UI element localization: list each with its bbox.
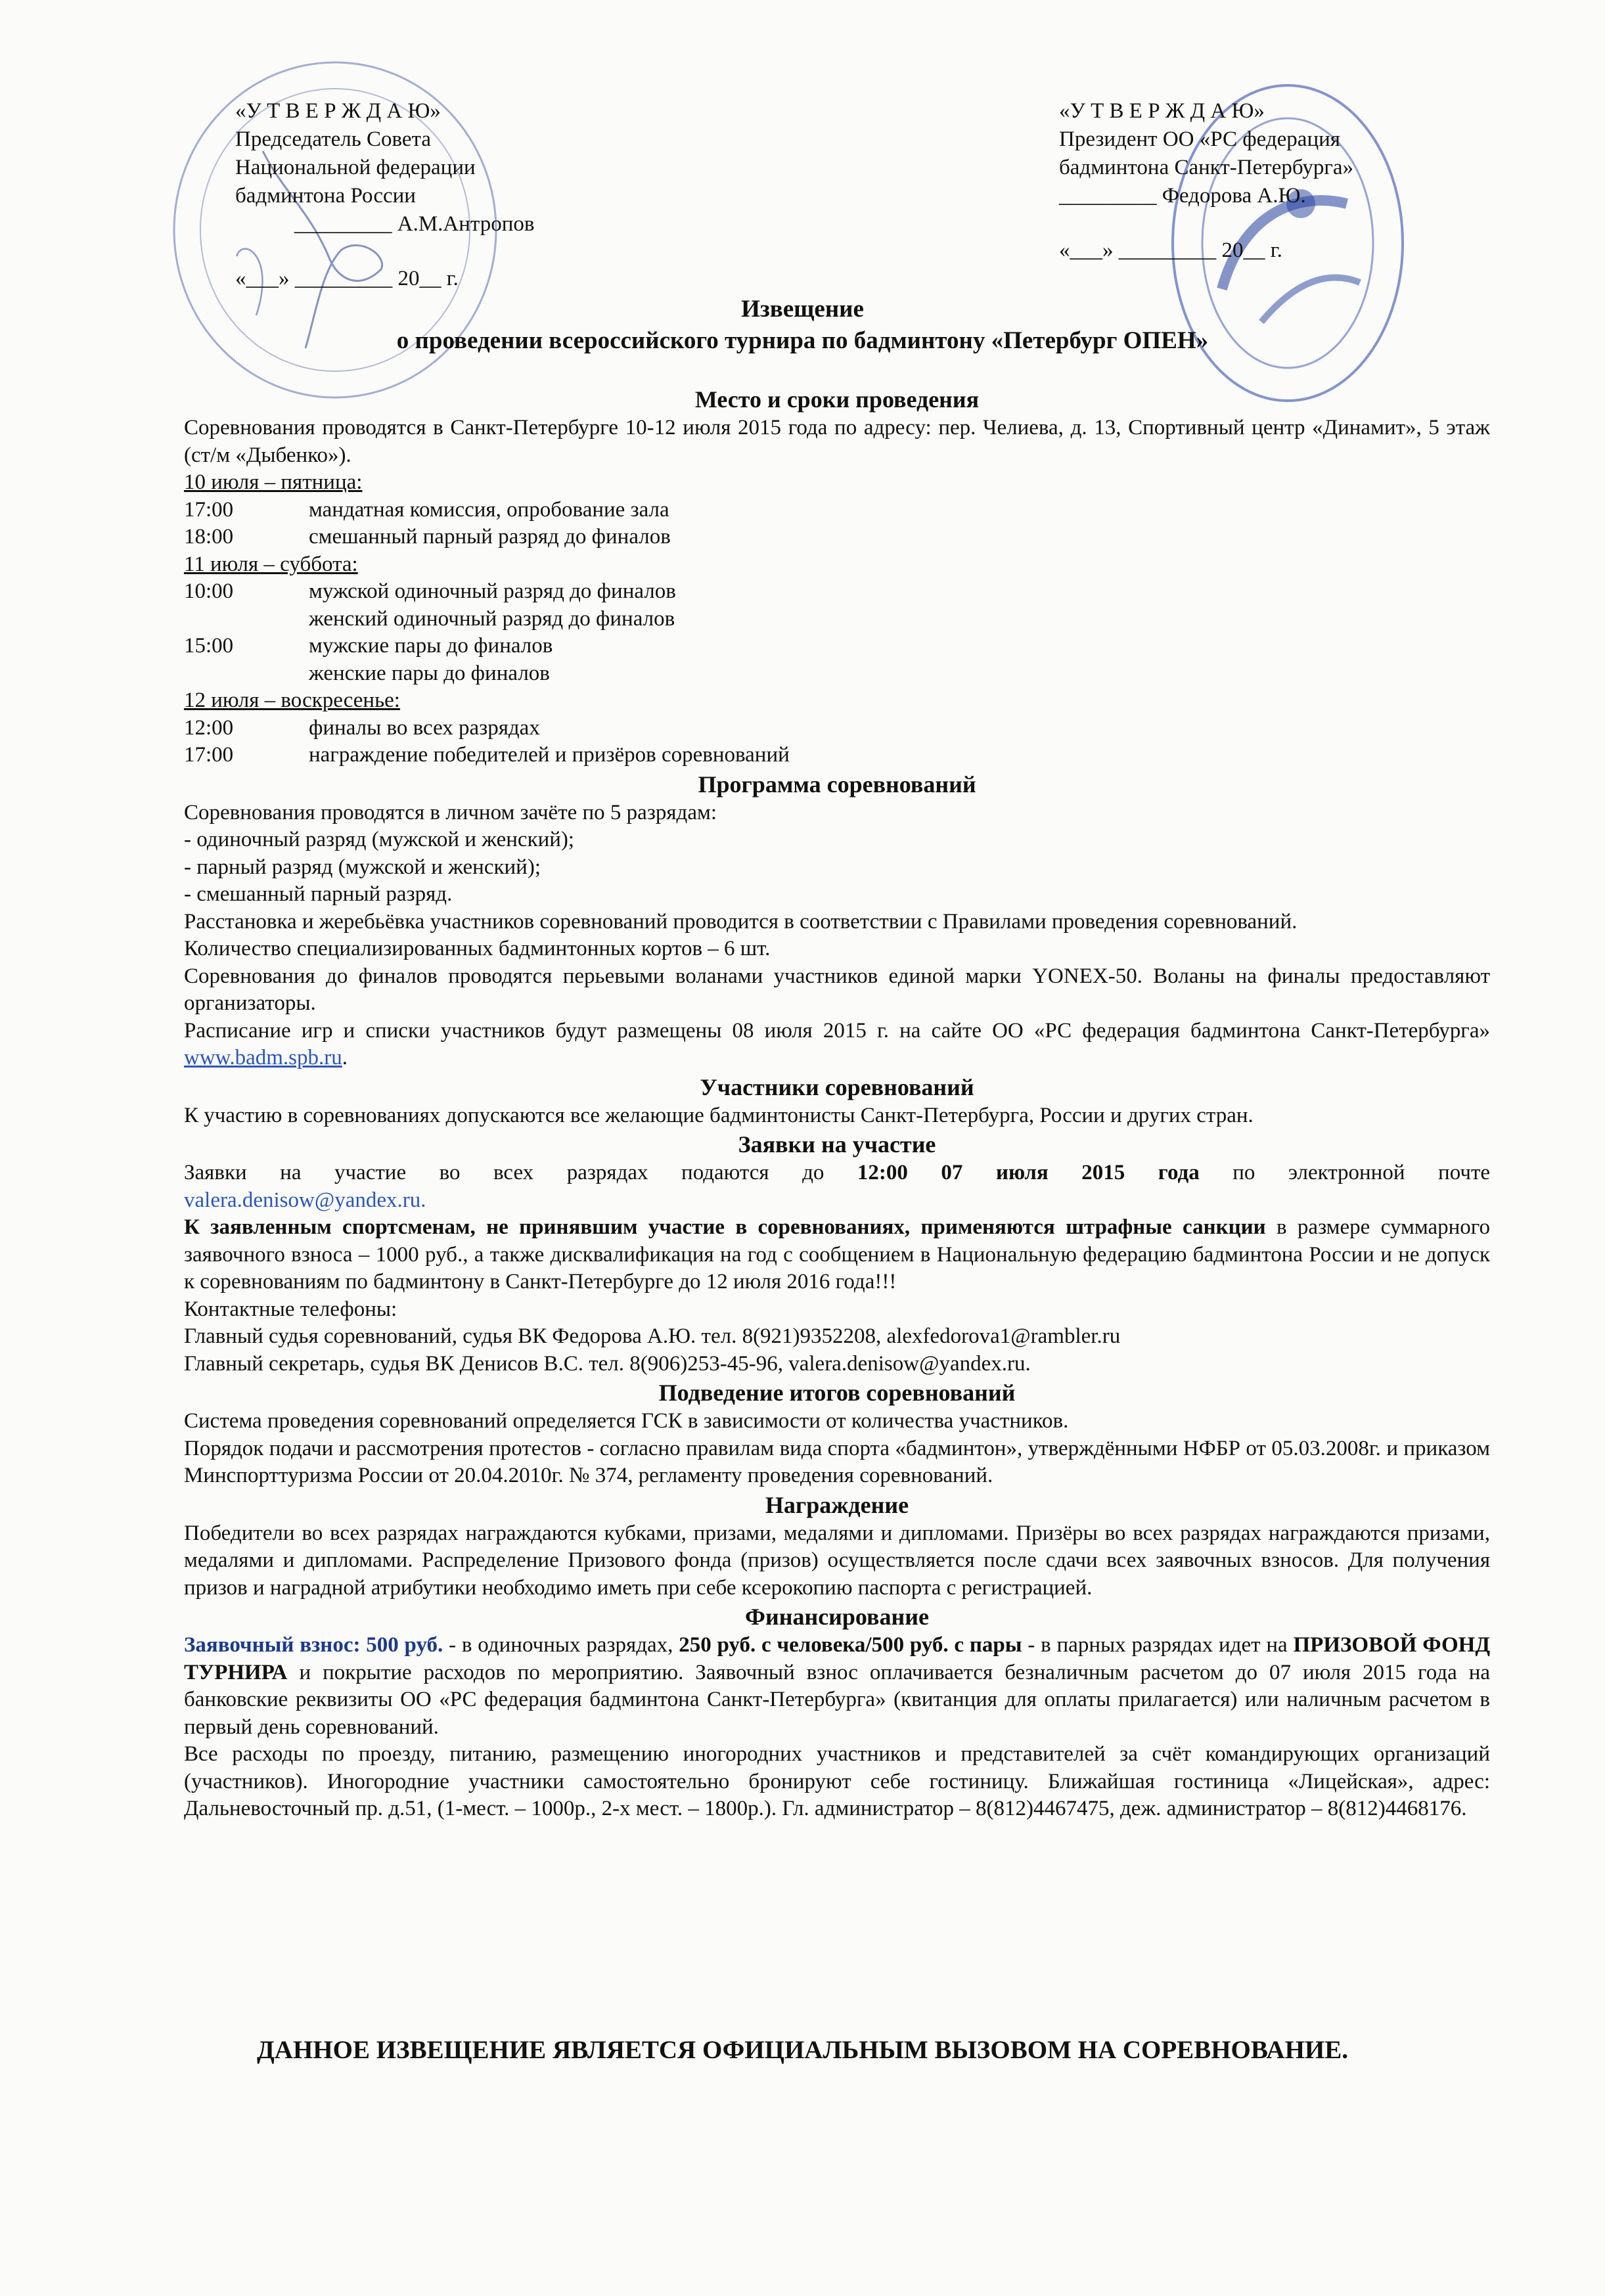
paragraph: К участию в соревнованиях допускаются все желающие бадминтонисты Санкт-Петербурга, России и других стран. (184, 1103, 1254, 1127)
paragraph: Расстановка и жеребьёвка участников соревнований проводится в соответствии с Правилами проведения соревнований. (184, 909, 1298, 934)
email-line (184, 1187, 1490, 1215)
paragraph: - парный разряд (мужской и женский); (184, 855, 541, 879)
final-notice: ДАННОЕ ИЗВЕЩЕНИЕ ЯВЛЯЕТСЯ ОФИЦИАЛЬНЫМ ВЫЗОВОМ НА СОРЕВНОВАНИЕ. (256, 2036, 1349, 2064)
section-heading-applications: Заявки на участие (738, 1131, 936, 1158)
document-subtitle: о проведении всероссийского турнира по бадминтону «Петербург ОПЕН» (396, 327, 1209, 354)
approval-position: Национальной федерации (235, 156, 476, 179)
paragraph: Количество специализированных бадминтонных кортов – 6 шт. (184, 937, 771, 960)
document-title: Извещение (741, 296, 864, 323)
approval-block-left (235, 97, 534, 293)
approval-position: Президент ОО «РС федерация (1059, 127, 1340, 151)
section-heading-place: Место и сроки проведения (694, 386, 980, 413)
paragraph: Система проведения соревнований определяется ГСК в зависимости от количества участников. (184, 1409, 1069, 1433)
paragraph: Расписание игр и списки участников будут размещены 08 июля 2015 г. на сайте ОО «РС федерация бадминтона Санкт-Петербурга» www.badm.spb.ru. (184, 1018, 1490, 1069)
paragraph: Соревнования проводятся в Санкт-Петербурге 10-12 июля 2015 года по адресу: пер. Челиева, д. 13, Спортивный центр «Динамит», 5 этаж (ст/м «Дыбенко»). (184, 416, 1490, 467)
schedule-row: женские пары до финалов (309, 661, 550, 685)
paragraph: Соревнования до финалов проводятся перьевыми воланами участников единой марки YONEX-50. Воланы на финалы предоставляют организаторы. (184, 964, 1490, 1015)
section-heading-finance: Финансирование (745, 1604, 929, 1630)
schedule-day: 10 июля – пятница: (184, 470, 363, 494)
schedule-day: 12 июля – воскресенье: (184, 688, 400, 712)
website-link[interactable]: www.badm.spb.ru (184, 1046, 342, 1069)
paragraph: Главный судья соревнований, судья ВК Федорова А.Ю. тел. 8(921)9352208, alexfedorova1@rambler.ru (184, 1324, 1121, 1348)
approval-block-right (1059, 97, 1353, 265)
schedule-row: 17:00 мандатная комиссия, опробование зала (184, 497, 669, 522)
section-heading-awards: Награждение (765, 1491, 909, 1518)
section-heading-participants: Участники соревнований (700, 1073, 974, 1100)
approval-date: «___» _________ 20__ г. (235, 267, 459, 290)
paragraph: Порядок подачи и рассмотрения протестов - согласно правилам вида спорта «бадминтон», утверждёнными НФБР от 05.03.2008г. и приказом Минспорттуризма России от 20.04.2010г. № 374, регламенту проведения соревнований. (184, 1436, 1490, 1487)
paragraph: К заявленным спортсменам, не принявшим участие в соревнованиях, применяются штрафные санкции в размере суммарного заявочного взноса – 1000 руб., а также дисквалификация на год с сообщением в Национальную федерацию бадминтона России и не допуск к соревнованиям по бадминтону в Санкт-Петербурге до 12 июля 2016 года!!! (184, 1215, 1491, 1294)
approval-signature: _________ Федорова А.Ю. (1059, 184, 1306, 208)
paragraph: - смешанный парный разряд. (184, 882, 453, 906)
approval-position: Председатель Совета (235, 127, 432, 151)
schedule-day: 11 июля – суббота: (184, 552, 358, 576)
approval-position: бадминтона Санкт-Петербурга» (1059, 156, 1354, 179)
schedule-row: 12:00 финалы во всех разрядах (184, 715, 540, 740)
paragraph: Заявки на участие во всех разрядах подаются до 12:00 07 июля 2015 года по электронной почте (184, 1161, 1491, 1184)
schedule-row: 17:00 награждение победителей и призёров соревнований (184, 743, 790, 767)
approval-heading: «У Т В Е Р Ж Д А Ю» (1059, 99, 1265, 123)
schedule-row: 15:00 мужские пары до финалов (184, 634, 553, 658)
email-link[interactable]: valera.denisow@yandex.ru. (184, 1188, 426, 1212)
approval-position: бадминтона России (235, 184, 416, 208)
paragraph: Главный секретарь, судья ВК Денисов В.С. тел. 8(906)253-45-96, valera.denisow@yandex.ru. (184, 1351, 1031, 1376)
document-body (184, 384, 1490, 1823)
approval-signature: _________ А.М.Антропов (294, 212, 535, 236)
section-heading-program: Программа соревнований (698, 771, 976, 798)
schedule-row: 18:00 смешанный парный разряд до финалов (184, 525, 671, 549)
paragraph: - одиночный разряд (мужской и женский); (184, 828, 575, 851)
section-heading-results: Подведение итогов соревнований (658, 1380, 1016, 1406)
approval-heading: «У Т В Е Р Ж Д А Ю» (235, 99, 441, 123)
paragraph: Победители во всех разрядах награждаются кубками, призами, медалями и дипломами. Призёры во всех разрядах награждаются призами, медалями и дипломами. Распределение Призового фонда (призов) осуществляется после сдачи всех заявочных взносов. Для получения призов и наградной атрибутики необходимо иметь при себе ксерокопию паспорта с регистрацией. (184, 1521, 1490, 1600)
paragraph: Соревнования проводятся в личном зачёте по 5 разрядам: (184, 800, 717, 824)
paragraph: Все расходы по проезду, питанию, размещению иногородних участников и представителей за счёт командирующих организаций (участников). Иногородние участники самостоятельно бронируют себе гостиницу. Ближайшая гостиница «Лицейская», адрес: Дальневосточный пр. д.51, (1-мест. – 1000р., 2-х мест. – 1800р.). Гл. администратор – 8(812)4467475, деж. администратор – 8(812)4468176. (184, 1742, 1490, 1820)
schedule-row: женский одиночный разряд до финалов (309, 606, 675, 631)
schedule-row: 10:00 мужской одиночный разряд до финалов (184, 579, 676, 603)
paragraph: Заявочный взнос: 500 руб. - в одиночных разрядах, 250 руб. с человека/500 руб. с пары - в парных разрядах идет на ПРИЗОВОЙ ФОНД ТУРНИРА и покрытие расходов по мероприятию. Заявочный взнос оплачивается безналичным расчетом до 07 июля 2015 года на банковские реквизиты ОО «РС федерация бадминтона Санкт-Петербурга» (квитанция для оплаты прилагается) или наличным расчетом в первый день соревнований. (184, 1633, 1491, 1739)
approval-date: «___» _________ 20__ г. (1059, 238, 1282, 262)
paragraph: Контактные телефоны: (184, 1297, 397, 1321)
